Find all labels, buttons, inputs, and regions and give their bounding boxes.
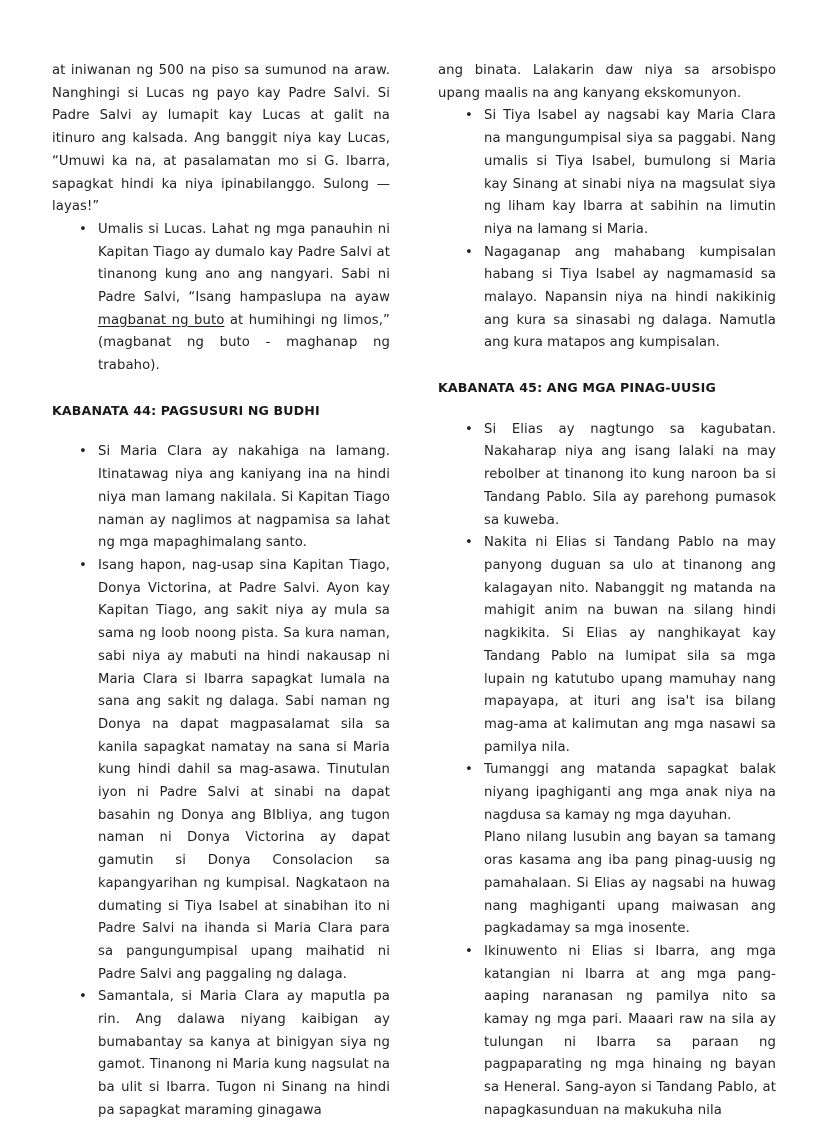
right-bullet-list-final: [438, 941, 776, 1123]
bullet-dot-icon: •: [465, 535, 473, 551]
bullet-dot-icon: •: [79, 221, 87, 237]
list-item-text: Nagaganap ang mahabang kumpisalan habang si Tiya Isabel ay nagmamasid sa malayo. Napansin niya na hindi nakikinig ang kura sa sinasabi ng dalaga. Namutla ang kura matapos ang kumpisalan.: [484, 244, 776, 351]
bullet-dot-icon: •: [79, 989, 87, 1005]
spacer: [438, 397, 776, 419]
list-item-text: Si Tiya Isabel ay nagsabi kay Maria Clara na mangungumpisal siya sa paggabi. Nang umalis si Tiya Isabel, bumulong si Maria kay Sinang at sinabi niya na magsulat siya ng liham kay Ibarra at sabihin na limutin niya na lamang si Maria.: [484, 108, 776, 237]
two-column-layout: [52, 60, 786, 1123]
left-bullet-list-before-heading: [52, 219, 390, 378]
bullet-dot-icon: •: [79, 444, 87, 460]
list-item-text: Isang hapon, nag-usap sina Kapitan Tiago, Donya Victorina, at Padre Salvi. Ayon kay Kapitan Tiago, ang sakit niya ay mula sa sama ng loob noong pista. Sa kura naman, sabi niya ay mabuti na hindi nakausap ni Maria Clara si Ibarra sapagkat lumala na sana ang sakit ng dalaga. Sabi naman ng Donya na dapat magpasalamat sila sa kanila sapagkat namatay na sana si Maria kung hindi dahil sa mag-asawa. Tinutulan iyon ni Padre Salvi at sinabi na dapat basahin ng Donya ang BIbliya, ang tugon naman ni Donya Victorina ay dapat gamutin si Donya Consolacion sa kapangyarihan ng kumpisal. Nagkataon na dumating si Tiya Isabel at sinabihan ito ni Padre Salvi na ihanda si Maria Clara para sa pangungumpisal upang maihatid ni Padre Salvi ang paggaling ng dalaga.: [98, 557, 390, 982]
left-column: [52, 60, 390, 1123]
underlined-idiom: magbanat ng buto: [98, 312, 225, 328]
bullet-dot-icon: •: [465, 244, 473, 260]
list-item-text: Ikinuwento ni Elias si Ibarra, ang mga katangian ni Ibarra at ang mga pang-aaping naranasan ng pamilya nito sa kamay ng mga pari. Maaari raw na sila ay tulungan ni Ibarra sa paraan ng pagpaparating ng mga hinaing ng bayan sa Heneral. Sang-ayon si Tandang Pablo, at napagkasunduan na makukuha nila: [484, 943, 776, 1118]
bullet-dot-icon: •: [79, 557, 87, 573]
left-bullet-list-after-heading: [52, 441, 390, 1122]
list-item-text: Nakita ni Elias si Tandang Pablo na may panyong duguan sa ulo at tinanong ang kalagayan nito. Nabanggit ng matanda na mahigit anim na buwan na silang hindi nagkikita. Si Elias ay nanghikayat kay Tandang Pablo na lumipat sila sa mga lupain ng katutubo upang mamuhay nang mapayapa, at ituri ang isa't isa bilang mag-ama at kalimutan ang mga nasawi sa pamilya nila.: [484, 535, 776, 755]
spacer: [52, 419, 390, 441]
right-bullet-list-after-heading: [438, 419, 776, 828]
list-item: [52, 441, 390, 555]
list-item: [438, 532, 776, 759]
bullet-dot-icon: •: [465, 943, 473, 959]
list-item-text: Si Maria Clara ay nakahiga na lamang. Itinatawag niya ang kaniyang ina na hindi niya man lamang nakilala. Si Kapitan Tiago naman ay naglimos at nagpamisa sa lahat ng mga mapaghimalang santo.: [98, 444, 390, 551]
spacer: [52, 378, 390, 402]
right-column: [438, 60, 776, 1123]
list-item: [438, 419, 776, 533]
left-opening-paragraph: at iniwanan ng 500 na piso sa sumunod na araw. Nanghingi si Lucas ng payo kay Padre Salvi. Si Padre Salvi ay lumapit kay Lucas at galit na itinuro ang kalsada. Ang banggit niya kay Lucas, “Umuwi ka na, at pasalamatan mo si G. Ibarra, sapagkat hindi ka niya ipinabilanggo. Sulong — layas!”: [52, 63, 390, 215]
list-item-text-part-1: Umalis si Lucas. Lahat ng mga panauhin ni Kapitan Tiago ay dumalo kay Padre Salvi at tinanong kung ano ang nangyari. Sabi ni Padre Salvi, “Isang hampaslupa na ayaw: [98, 221, 390, 306]
list-item: [52, 219, 390, 378]
list-item-text: Tumanggi ang matanda sapagkat balak niyang ipaghiganti ang mga anak niya na nagdusa sa kamay ng mga dayuhan.: [484, 762, 776, 823]
right-opening-paragraph: ang binata. Lalakarin daw niya sa arsobispo upang maalis na ang kanyang ekskomunyon.: [438, 63, 776, 101]
list-item: [52, 986, 390, 1122]
list-item-text: Samantala, si Maria Clara ay maputla pa rin. Ang dalawa niyang kaibigan ay bumabantay sa kanya at binigyan siya ng gamot. Tinanong ni Maria kung nagsulat na ba ulit si Ibarra. Tugon ni Sinang na hindi pa sapagkat maraming ginagawa: [98, 989, 390, 1118]
right-bullet-list-before-heading: [438, 105, 776, 355]
bullet-dot-icon: •: [465, 108, 473, 124]
bullet-dot-icon: •: [465, 421, 473, 437]
continuation-paragraph: Plano nilang lusubin ang bayan sa tamang oras kasama ang iba pang pinag-uusig ng pamahalaan. Si Elias ay nagsabi na huwag nang maghiganti upang maiwasan ang pagkadamay sa mga inosente.: [484, 830, 776, 937]
list-item: [438, 759, 776, 827]
list-item-text: Si Elias ay nagtungo sa kagubatan. Nakaharap niya ang isang lalaki na may rebolber at tinanong ito kung naroon ba si Tandang Pablo. Sila ay parehong pumasok sa kuweba.: [484, 421, 776, 528]
list-item: [438, 242, 776, 356]
heading-kabanata-44: KABANATA 44: PAGSUSURI NG BUDHI: [52, 402, 320, 418]
list-item-text-part-2: at humihingi ng limos,” (magbanat ng buto - maghanap ng trabaho).: [98, 312, 390, 374]
list-item: [438, 105, 776, 241]
spacer: [438, 355, 776, 379]
list-item: [438, 941, 776, 1123]
heading-kabanata-45: KABANATA 45: ANG MGA PINAG-UUSIG: [438, 380, 716, 396]
list-item: [52, 555, 390, 986]
list-item-text: [98, 219, 390, 378]
bullet-dot-icon: •: [465, 762, 473, 778]
